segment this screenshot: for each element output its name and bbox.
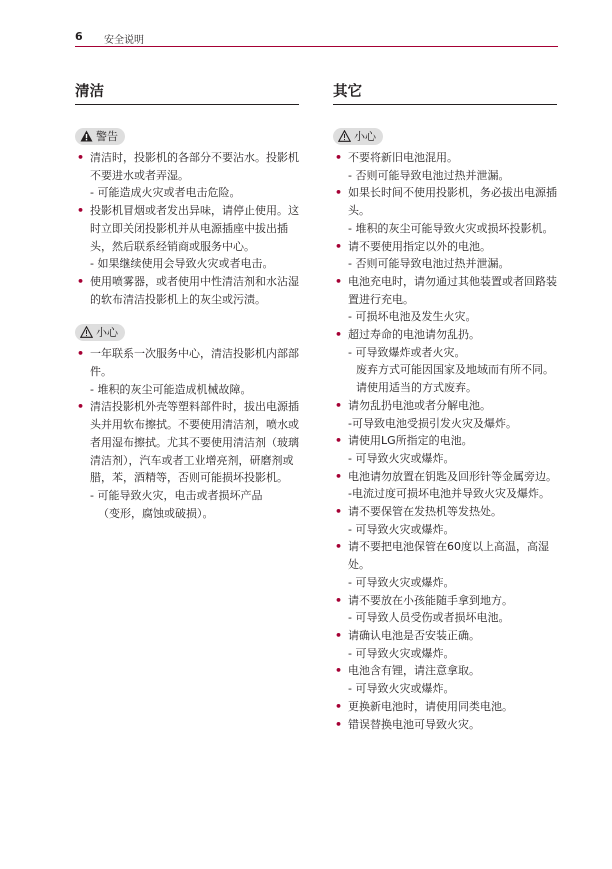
list-item bbox=[333, 716, 557, 734]
page-header-title: 安全说明 bbox=[104, 35, 144, 46]
list-item bbox=[75, 398, 299, 522]
list-item-note: - 可能造成火灾或者电击危险。 bbox=[90, 186, 241, 200]
list-item bbox=[333, 397, 557, 432]
list-item-note: - 否则可能导致电池过热并泄漏。 bbox=[348, 168, 510, 182]
bullet-dot-icon: • bbox=[335, 505, 343, 519]
list-item-note: - 可导致人员受伤或者损坏电池。 bbox=[348, 611, 510, 625]
page-number: 6 bbox=[75, 30, 83, 43]
bullet-dot-icon: • bbox=[335, 593, 343, 607]
list-item-note: -电流过度可损坏电池并导致火灾及爆炸。 bbox=[348, 487, 550, 501]
list-item-note: （变形，腐蚀或破损）。 bbox=[98, 506, 214, 520]
list-item-text: 请勿乱扔电池或者分解电池。 bbox=[348, 398, 491, 412]
list-item-text: 一年联系一次服务中心，清洁投影机内部部件。 bbox=[90, 347, 299, 379]
bullet-dot-icon: • bbox=[335, 328, 343, 342]
list-item bbox=[333, 503, 557, 538]
list-item-note: - 可能导致火灾，电击或者损坏产品 bbox=[90, 488, 263, 502]
list-item-note: - 如果继续使用会导致火灾或者电击。 bbox=[90, 257, 274, 271]
list-item-note: -可导致电池受损引发火灾及爆炸。 bbox=[348, 416, 517, 430]
bullet-dot-icon: • bbox=[335, 151, 343, 164]
bullet-dot-icon: • bbox=[335, 434, 343, 448]
list-item-text: 使用喷雾器，或者使用中性清洁剂和水沾湿的软布清洁投影机上的灰尘或污渍。 bbox=[90, 274, 299, 306]
list-item bbox=[333, 468, 557, 503]
list-item-text: 投影机冒烟或者发出异味，请停止使用。这时立即关闭投影机并从电源插座中拔出插头，然后联系经销商或服务中心。 bbox=[90, 204, 299, 253]
bullet-dot-icon: • bbox=[77, 204, 85, 218]
list-item-text: 电池请勿放置在钥匙及回形针等金属旁边。 bbox=[348, 469, 557, 483]
list-item bbox=[333, 538, 557, 591]
caution-label: 小心 bbox=[354, 130, 376, 143]
list-item-text: 超过寿命的电池请勿乱扔。 bbox=[348, 328, 480, 342]
bullet-dot-icon: • bbox=[335, 699, 343, 713]
list-item bbox=[333, 592, 557, 627]
list-item bbox=[333, 698, 557, 716]
bullet-dot-icon: • bbox=[335, 274, 343, 288]
list-item bbox=[75, 273, 299, 308]
list-item-text: 请不要放在小孩能随手拿到地方。 bbox=[348, 593, 513, 607]
list-item-text: 电池含有锂，请注意拿取。 bbox=[348, 664, 480, 678]
caution-badge bbox=[75, 324, 125, 341]
list-item-text: 请使用LG所指定的电池。 bbox=[348, 434, 473, 448]
list-item-text: 清洁投影机外壳等塑料部件时，拔出电源插头并用软布擦拭。不要使用清洁剂，喷水或者用湿布擦拭。尤其不要使用清洁剂（玻璃清洁剂），汽车或者工业增亮剂，研磨剂或腊，苯，酒精等，否则可能损坏投影机。 bbox=[90, 400, 299, 485]
list-item-text: 如果长时间不使用投影机，务必拔出电源插头。 bbox=[348, 186, 557, 218]
bullet-dot-icon: • bbox=[335, 186, 343, 200]
list-item-note: - 可导致爆炸或者火灾。 bbox=[348, 345, 466, 359]
list-item-note: - 可导致火灾或爆炸。 bbox=[348, 646, 455, 660]
warning-list bbox=[75, 149, 299, 308]
bullet-dot-icon: • bbox=[77, 347, 85, 361]
bullet-dot-icon: • bbox=[335, 664, 343, 678]
list-item-note: - 可导致火灾或爆炸。 bbox=[348, 682, 455, 696]
list-item bbox=[333, 432, 557, 467]
list-item bbox=[333, 627, 557, 662]
list-item bbox=[333, 273, 557, 326]
list-item-text: 清洁时，投影机的各部分不要沾水。投影机不要进水或者弄湿。 bbox=[90, 151, 299, 182]
list-item bbox=[75, 149, 299, 202]
list-item bbox=[75, 345, 299, 398]
list-item bbox=[333, 184, 557, 237]
caution-triangle-icon bbox=[80, 326, 93, 338]
list-item-note: - 否则可能导致电池过热并泄漏。 bbox=[348, 257, 510, 271]
list-item bbox=[333, 326, 557, 397]
bullet-dot-icon: • bbox=[335, 469, 343, 483]
other-caution-list bbox=[333, 149, 557, 733]
warning-triangle-icon bbox=[80, 130, 93, 142]
list-item-text: 请确认电池是否安装正确。 bbox=[348, 628, 480, 642]
section-title-other: 其它 bbox=[333, 83, 557, 105]
list-item-note: - 堆积的灰尘可能导致火灾或损坏投影机。 bbox=[348, 221, 554, 235]
bullet-dot-icon: • bbox=[77, 274, 85, 288]
caution-list bbox=[75, 345, 299, 522]
list-item-text: 错误替换电池可导致火灾。 bbox=[348, 717, 480, 731]
list-item-text: 更换新电池时，请使用同类电池。 bbox=[348, 699, 513, 713]
list-item-note: 废弃方式可能因国家及地域而有所不同。请使用适当的方式废弃。 bbox=[356, 363, 554, 395]
caution-label: 小心 bbox=[96, 326, 118, 340]
list-item-text: 电池充电时，请勿通过其他装置或者回路装置进行充电。 bbox=[348, 274, 557, 306]
list-item-note: - 可导致火灾或爆炸。 bbox=[348, 522, 455, 536]
bullet-dot-icon: • bbox=[77, 400, 85, 414]
warning-badge bbox=[75, 128, 125, 145]
bullet-dot-icon: • bbox=[335, 717, 343, 731]
list-item bbox=[333, 662, 557, 697]
list-item bbox=[333, 238, 557, 273]
list-item bbox=[333, 149, 557, 184]
caution-triangle-icon bbox=[338, 130, 351, 142]
list-item-text: 请不要使用指定以外的电池。 bbox=[348, 239, 491, 253]
list-item-text: 请不要把电池保管在60度以上高温，高湿处。 bbox=[348, 540, 549, 572]
bullet-dot-icon: • bbox=[335, 628, 343, 642]
list-item-note: - 堆积的灰尘可能造成机械故障。 bbox=[90, 382, 252, 396]
list-item-text: 不要将新旧电池混用。 bbox=[348, 151, 458, 164]
list-item-note: - 可导致火灾或爆炸。 bbox=[348, 451, 455, 465]
right-column bbox=[333, 83, 557, 733]
warning-label: 警告 bbox=[96, 130, 118, 143]
bullet-dot-icon: • bbox=[77, 151, 85, 164]
bullet-dot-icon: • bbox=[335, 398, 343, 412]
list-item-text: 请不要保管在发热机等发热处。 bbox=[348, 505, 502, 519]
page-header bbox=[75, 30, 558, 47]
list-item bbox=[75, 202, 299, 273]
left-column bbox=[75, 83, 299, 522]
section-title-cleaning: 清洁 bbox=[75, 83, 299, 105]
bullet-dot-icon: • bbox=[335, 239, 343, 253]
bullet-dot-icon: • bbox=[335, 540, 343, 554]
list-item-note: - 可导致火灾或爆炸。 bbox=[348, 575, 455, 589]
list-item-note: - 可损坏电池及发生火灾。 bbox=[348, 310, 477, 324]
caution-badge bbox=[333, 128, 383, 145]
